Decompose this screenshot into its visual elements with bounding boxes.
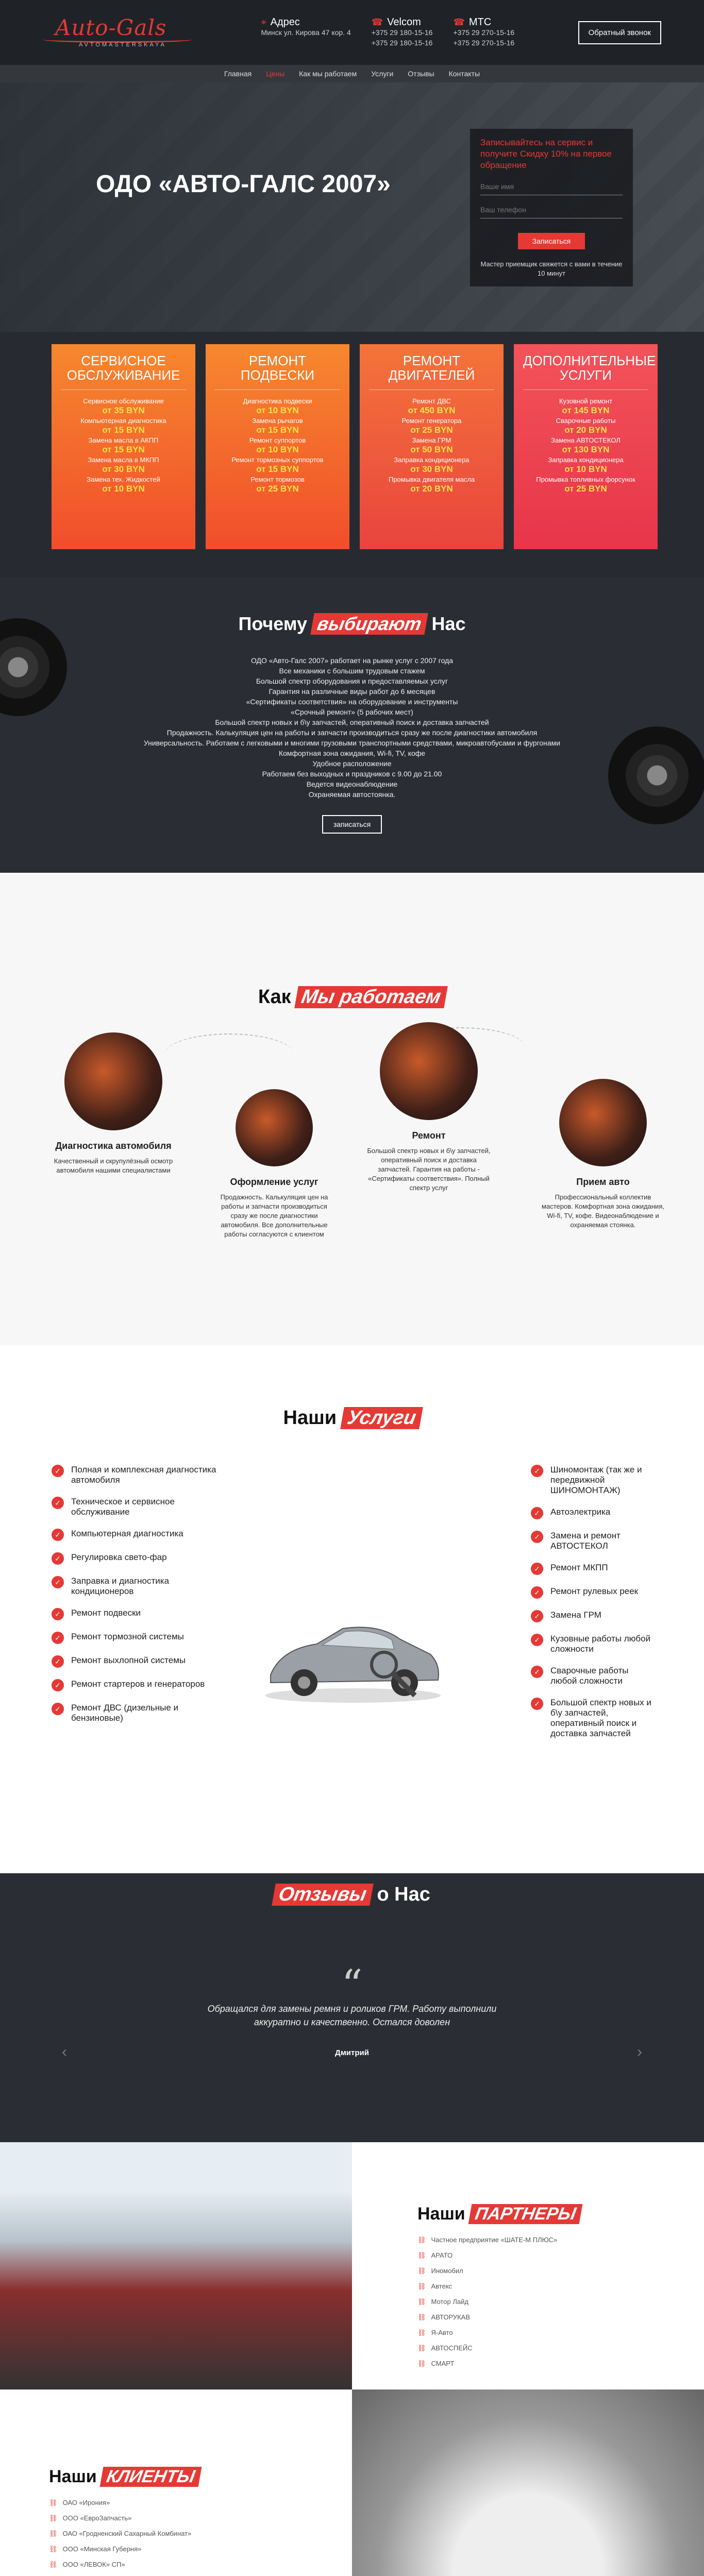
why-line: Работаем без выходных и праздников с 9.00 до 21.00 (262, 770, 442, 778)
service-label: Заправка и диагностика кондиционеров (71, 1576, 170, 1596)
site-header (0, 0, 704, 65)
check-icon: ✓ (52, 1576, 64, 1588)
location-icon: ⌖ (261, 17, 266, 27)
clients-list (49, 2467, 200, 2576)
price-item-label: Ремонт тормозов (250, 476, 305, 483)
list-item-label: Мотор Лайд (431, 2298, 468, 2306)
check-icon: ✓ (52, 1497, 64, 1509)
link-icon: ⛓ (49, 2499, 58, 2506)
title-accent: Отзывы (272, 1884, 373, 1906)
list-item-label: АВТОСПЕЙС (431, 2344, 473, 2352)
how-title (0, 986, 704, 1008)
price-value: от 10 BYN (256, 405, 299, 415)
step-image (236, 1089, 313, 1166)
link-icon: ⛓ (49, 2545, 58, 2553)
link-icon: ⛓ (49, 2530, 58, 2537)
price-item-label: Сервисное обслуживание (83, 397, 164, 405)
check-icon: ✓ (531, 1586, 543, 1599)
service-item (531, 1563, 655, 1575)
list-item (49, 2511, 200, 2526)
logo-text: Auto-Gals (55, 15, 167, 40)
nav-reviews[interactable]: Отзывы (408, 70, 434, 78)
price-item-label: Ремонт генератора (401, 417, 462, 425)
title-accent: Мы работаем (294, 986, 448, 1008)
link-icon: ⛓ (417, 2298, 426, 2306)
link-icon: ⛓ (417, 2251, 426, 2259)
step-image (64, 1032, 162, 1130)
service-item (52, 1703, 216, 1723)
service-label: Сварочные работы любой сложности (550, 1666, 629, 1686)
contact-title: МТС (468, 16, 492, 28)
why-us-section (0, 577, 704, 873)
list-item-label: АВТОРУКАВ (431, 2313, 471, 2321)
review-author: Дмитрий (335, 2048, 369, 2057)
list-item (417, 2248, 581, 2263)
price-item (369, 397, 494, 415)
service-label: Ремонт выхлопной системы (71, 1655, 186, 1665)
header-contacts (261, 17, 514, 48)
list-item-label: ООО «ЕвроЗапчасть» (62, 2514, 132, 2522)
price-item (61, 476, 186, 493)
list-item-label: ООО «ЛЕВОК» СП» (62, 2561, 125, 2568)
contact-title: Адрес (270, 16, 300, 28)
price-card (514, 344, 658, 549)
list-item (417, 2310, 581, 2325)
link-icon: ⛓ (417, 2344, 426, 2352)
service-item (531, 1610, 655, 1622)
price-value: от 130 BYN (562, 445, 610, 454)
service-item (531, 1634, 655, 1654)
title-accent: КЛИЕНТЫ (100, 2467, 202, 2487)
phone-icon: ☎ (371, 17, 383, 27)
price-value: от 10 BYN (102, 484, 145, 494)
why-line: Гарантия на различные виды работ до 6 месяцев (269, 687, 435, 696)
list-item-label: ООО «Минская Губерня» (62, 2545, 142, 2553)
contact-phone[interactable]: +375 29 270-15-16 (453, 39, 515, 47)
name-input[interactable] (480, 178, 623, 195)
car-image (260, 1608, 446, 1706)
service-item (531, 1507, 655, 1519)
list-item-label: АРАТО (431, 2251, 453, 2259)
check-icon: ✓ (531, 1698, 543, 1710)
price-item-label: Ремонт ДВС (412, 397, 451, 405)
nav-prices[interactable]: Цены (266, 70, 285, 78)
list-item-label: ОАО «Гродненский Сахарный Комбинат» (62, 2530, 192, 2537)
price-value: от 15 BYN (102, 425, 145, 435)
signup-form (470, 129, 633, 286)
price-value: от 25 BYN (410, 425, 453, 435)
mechanics-photo (352, 2389, 704, 2576)
step-title: Диагностика автомобиля (55, 1141, 172, 1151)
partners-section (0, 2142, 704, 2389)
check-icon: ✓ (531, 1563, 543, 1575)
why-line: Большой спектр новых и б\у запчастей, оперативный поиск и доставка запчастей (215, 718, 489, 726)
contact-phone[interactable]: +375 29 180-15-16 (371, 39, 433, 47)
price-value: от 50 BYN (410, 445, 453, 454)
list-item (49, 2541, 200, 2557)
promo-text: Записывайтесь на сервис и получите Скидку 10% на первое обращение (480, 138, 612, 170)
nav-how-we-work[interactable]: Как мы работаем (299, 70, 357, 78)
why-line: ОДО «Авто-Галс 2007» работает на рынке услуг с 2007 года (250, 656, 454, 665)
partners-title (417, 2204, 581, 2224)
price-item (523, 417, 648, 434)
price-item (523, 476, 648, 493)
price-card (360, 344, 504, 549)
service-item (52, 1632, 216, 1644)
title-part: Наши (49, 2467, 97, 2486)
price-item-label: Замена масла в МКПП (88, 456, 159, 464)
check-icon: ✓ (531, 1531, 543, 1543)
list-item (417, 2325, 581, 2341)
nav-services[interactable]: Услуги (371, 70, 394, 78)
step-title: Прием авто (576, 1177, 630, 1187)
step-text: Качественный и скрупулёзный осмотр автомобиля нашими специалистами (54, 1157, 173, 1174)
check-icon: ✓ (531, 1666, 543, 1678)
contact-velcom (372, 17, 433, 48)
list-item-label: ОАО «Ирония» (62, 2499, 110, 2506)
step-text: Большой спектр новых и б\у запчастей, оперативный поиск и доставка запчастей. Гарантия на работы - «Сертификаты соответствия». Полный спектр услуг (367, 1147, 491, 1192)
price-value: от 30 BYN (102, 464, 145, 474)
price-item (215, 417, 340, 434)
tire-icon (608, 726, 704, 824)
check-icon: ✓ (52, 1465, 64, 1477)
reviews-title (0, 1884, 704, 1906)
link-icon: ⛓ (417, 2360, 426, 2367)
why-line: Универсальность. Работаем с легковыми и многими грузовыми транспортными средствами, микроавтобусами и фургонами (143, 739, 561, 747)
price-item-label: Промывка топливных форсунок (536, 476, 635, 483)
service-item (531, 1531, 655, 1551)
contact-phone[interactable]: +375 29 270-15-16 (453, 28, 515, 37)
hero-title: ОДО «АВТО-ГАЛС 2007» (96, 171, 391, 198)
signup-button-2[interactable]: записаться (322, 815, 382, 834)
price-value: от 15 BYN (256, 425, 299, 435)
why-line: Большой спектр оборудования и предоставляемых услуг (256, 677, 448, 685)
contact-title: Velcom (387, 16, 421, 28)
nav-home[interactable]: Главная (224, 70, 252, 78)
step-image (559, 1079, 647, 1166)
price-value: от 20 BYN (564, 425, 607, 435)
step-text: Продажность. Калькуляция цен на работы и запчасти производиться сразу же после диагностики автомобиля. Все дополнительные работы согласуются с клиентом (220, 1193, 328, 1238)
service-item (52, 1576, 216, 1597)
price-item-label: Заправка кондиционера (394, 456, 470, 464)
hero (0, 82, 704, 332)
price-item-label: Компьютерная диагностика (80, 417, 166, 425)
price-item (369, 436, 494, 454)
step-title: Ремонт (412, 1130, 446, 1141)
chevron-left-icon[interactable]: ‹ (62, 2043, 67, 2060)
list-item (49, 2526, 200, 2541)
services-list-left (52, 1465, 216, 1735)
service-item (52, 1552, 216, 1565)
price-item (61, 456, 186, 473)
step-acceptance (541, 1079, 665, 1230)
link-icon: ⛓ (417, 2267, 426, 2275)
step-image (380, 1022, 478, 1120)
logo-subtitle: AVTOMASTERSKAYA (79, 42, 166, 48)
list-item-label: Иномобил (431, 2267, 463, 2275)
why-line: Все механики с большим трудовым стажем (279, 667, 425, 675)
price-value: от 30 BYN (410, 464, 453, 474)
step-title: Оформление услуг (230, 1177, 319, 1187)
clients-title (49, 2467, 200, 2487)
list-item-label (63, 2572, 179, 2576)
list-item (49, 2572, 200, 2576)
service-item (52, 1679, 216, 1691)
price-item-label: Кузовной ремонт (559, 397, 613, 405)
contact-mts (453, 17, 514, 48)
price-value: от 15 BYN (102, 445, 145, 454)
price-item-label: Ремонт суппортов (249, 436, 306, 444)
contact-address (261, 17, 350, 48)
price-cards-section (0, 332, 704, 577)
check-icon: ✓ (52, 1529, 64, 1541)
service-label: Шиномонтаж (так же и передвижной ШИНОМОНТАЖ) (550, 1465, 642, 1495)
check-icon: ✓ (52, 1632, 64, 1644)
price-item-label: Замена рычагов (252, 417, 303, 425)
how-we-work-section (0, 873, 704, 1345)
service-item (531, 1666, 655, 1686)
title-part: Нас (431, 613, 466, 634)
link-icon: ⛓ (417, 2282, 426, 2290)
list-item (49, 2495, 200, 2511)
title-part: Как (258, 986, 291, 1008)
main-nav (0, 65, 704, 82)
service-label: Техническое и сервисное обслуживание (71, 1497, 175, 1517)
link-icon: ⛓ (417, 2313, 426, 2321)
why-line: Ведется видеонаблюдение (306, 780, 398, 788)
price-item (215, 456, 340, 473)
price-item-label: Ремонт тормозных суппортов (231, 456, 324, 464)
link-icon: ⛓ (49, 2561, 58, 2568)
list-item (417, 2263, 581, 2279)
price-item-label: Заправка кондиционера (548, 456, 624, 464)
cars-photo (0, 2142, 352, 2389)
price-value: от 20 BYN (410, 484, 453, 494)
price-card (206, 344, 349, 549)
service-label: Компьютерная диагностика (71, 1529, 183, 1538)
price-card (52, 344, 195, 549)
why-line: Охраняемая автостоянка. (308, 790, 396, 799)
step-registration (212, 1089, 336, 1239)
price-value: от 35 BYN (102, 405, 145, 415)
service-label: Регулировка свето-фар (71, 1552, 167, 1562)
chevron-right-icon[interactable]: › (637, 2043, 642, 2060)
price-item-label: Диагностика подвески (243, 397, 312, 405)
price-item (215, 476, 340, 493)
review-text (0, 2002, 704, 2029)
service-item (52, 1465, 216, 1485)
link-icon: ⛓ (417, 2329, 426, 2336)
form-note: Мастер приемщик свяжется с вами в течение 10 минут (480, 260, 623, 277)
review-line: аккуратно и качественно. Остался доволен (254, 2017, 450, 2027)
price-value: от 15 BYN (256, 464, 299, 474)
logo[interactable] (43, 12, 197, 53)
check-icon: ✓ (531, 1465, 543, 1477)
price-item (61, 417, 186, 434)
title-part: о Нас (377, 1884, 430, 1905)
services-list-right (531, 1465, 655, 1750)
check-icon: ✓ (531, 1507, 543, 1519)
contact-line: Минск ул. Кирова 47 кор. 4 (261, 28, 351, 37)
phone-input[interactable] (480, 201, 623, 218)
title-part: Наши (417, 2204, 465, 2224)
why-line: «Срочный ремонт» (5 рабочих мест) (291, 708, 413, 716)
services-section (0, 1345, 704, 1873)
step-text: Профессиональный коллектив мастеров. Комфортная зона ожидания, Wi-fi, TV, кофе. Видеонаблюдение и охраняемая стоянка. (542, 1193, 664, 1229)
price-value: от 10 BYN (564, 464, 607, 474)
service-label: Автоэлектрика (550, 1507, 611, 1517)
price-item-label: Замена тех. Жидкостей (87, 476, 160, 483)
price-item-label: Сварочные работы (556, 417, 616, 425)
list-item-label: Я-Авто (431, 2329, 453, 2336)
why-line: «Сертификаты соответствия» на оборудование и инструменты (246, 698, 458, 706)
price-item (523, 397, 648, 415)
list-item-label: Частное предприятие «ШАТЕ-М ПЛЮС» (431, 2236, 558, 2244)
check-icon: ✓ (531, 1610, 543, 1622)
price-item (523, 456, 648, 473)
list-item (49, 2557, 200, 2572)
price-item-label: Замена АВТОСТЕКОЛ (551, 436, 621, 444)
card-title: РЕМОНТ ДВИГАТЕЛЕЙ (369, 353, 494, 390)
signup-button[interactable]: Записаться (518, 233, 585, 249)
contact-phone[interactable]: +375 29 180-15-16 (371, 28, 433, 37)
service-item (52, 1608, 216, 1620)
check-icon: ✓ (52, 1703, 64, 1715)
title-accent: ПАРТНЕРЫ (468, 2204, 583, 2224)
link-icon: ⛓ (417, 2236, 426, 2244)
check-icon: ✓ (52, 1552, 64, 1565)
list-item (417, 2341, 581, 2356)
why-line: Продажность. Калькуляция цен на работы и запчасти производиться сразу же после диагностики автомобиля (166, 728, 538, 737)
reviews-section (0, 1873, 704, 2142)
service-item (531, 1586, 655, 1599)
card-title: РЕМОНТ ПОДВЕСКИ (215, 353, 340, 390)
list-item (417, 2232, 581, 2248)
check-icon: ✓ (52, 1655, 64, 1668)
quote-icon: “ (341, 1961, 363, 2009)
service-label: Ремонт МКПП (550, 1563, 608, 1572)
link-icon (49, 2572, 58, 2576)
title-part: Почему (238, 613, 308, 634)
price-item-label: Замена масла в АКПП (88, 436, 159, 444)
service-item (52, 1497, 216, 1517)
list-item (417, 2356, 581, 2371)
callback-button[interactable]: Обратный звонок (578, 21, 661, 44)
service-label: Большой спектр новых и б\у запчастей, оперативный поиск и доставка запчастей (550, 1698, 651, 1738)
price-value: от 450 BYN (408, 405, 456, 415)
price-item-label: Замена ГРМ (412, 436, 451, 444)
price-value: от 25 BYN (564, 484, 607, 494)
why-line: Удобное расположение (312, 759, 392, 768)
why-list (0, 655, 704, 800)
price-item (369, 417, 494, 434)
clients-section (0, 2389, 704, 2576)
price-item (523, 436, 648, 454)
why-title (0, 577, 704, 635)
price-value: от 145 BYN (562, 405, 610, 415)
title-accent: Услуги (340, 1407, 423, 1429)
title-part: Наши (283, 1407, 337, 1429)
service-label: Кузовные работы любой сложности (550, 1634, 651, 1654)
price-item (215, 436, 340, 454)
service-label: Замена и ремонт АВТОСТЕКОЛ (550, 1531, 621, 1551)
service-item (531, 1465, 655, 1496)
price-item (215, 397, 340, 415)
price-value: от 25 BYN (256, 484, 299, 494)
title-accent: выбирают (310, 613, 428, 635)
service-label: Ремонт тормозной системы (71, 1632, 184, 1641)
partners-list (417, 2204, 581, 2371)
services-title (0, 1407, 704, 1429)
list-item-label: СМАРТ (431, 2360, 455, 2367)
list-item-label: Автекс (431, 2282, 452, 2290)
price-item (61, 436, 186, 454)
service-item (52, 1529, 216, 1541)
service-label: Полная и комплексная диагностика автомобиля (71, 1465, 216, 1485)
service-label: Ремонт стартеров и генераторов (71, 1679, 205, 1689)
list-item (417, 2279, 581, 2294)
service-item (52, 1655, 216, 1668)
card-title: СЕРВИСНОЕ ОБСЛУЖИВАНИЕ (61, 353, 186, 390)
list-item (417, 2294, 581, 2310)
check-icon: ✓ (531, 1634, 543, 1646)
check-icon: ✓ (52, 1608, 64, 1620)
check-icon: ✓ (52, 1679, 64, 1691)
arrow-curve (165, 1033, 294, 1075)
price-item (61, 397, 186, 415)
phone-icon: ☎ (453, 17, 465, 27)
review-line: Обращался для замены ремня и роликов ГРМ. Работу выполнили (207, 2004, 497, 2014)
nav-contacts[interactable]: Контакты (448, 70, 480, 78)
service-label: Ремонт ДВС (дизельные и бензиновые) (71, 1703, 179, 1723)
why-line: Комфортная зона ожидания, Wi-fi, TV, кофе (278, 749, 426, 757)
price-item (369, 456, 494, 473)
price-item-label: Промывка двигателя масла (388, 476, 475, 483)
service-label: Ремонт рулевых реек (550, 1586, 639, 1596)
price-item (369, 476, 494, 493)
link-icon: ⛓ (49, 2514, 58, 2522)
service-label: Ремонт подвески (71, 1608, 141, 1618)
card-title: ДОПОЛНИТЕЛЬНЫЕ УСЛУГИ (523, 353, 648, 390)
step-repair (367, 1022, 491, 1193)
service-item (531, 1698, 655, 1739)
service-label: Замена ГРМ (550, 1610, 601, 1620)
step-diagnostics (52, 1032, 175, 1175)
price-value: от 10 BYN (256, 445, 299, 454)
